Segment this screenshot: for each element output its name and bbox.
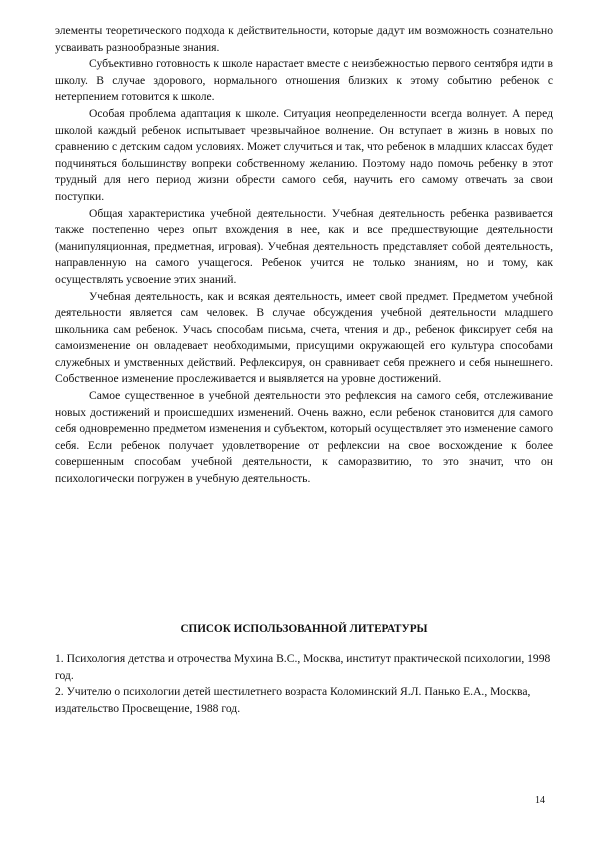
reference-item: 1. Психология детства и отрочества Мухина В.С., Москва, институт практической психологии, 1998 год. [55,652,551,682]
paragraph-2: Субъективно готовность к школе нарастает вместе с неизбежностью первого сентября идти в школу. В случае здорового, нормального отношения близких к этому событию ребенок с нетерпением готовится к школе. [55,57,553,104]
references-title: СПИСОК ИСПОЛЬЗОВАННОЙ ЛИТЕРАТУРЫ [180,623,428,635]
paragraph-4: Общая характеристика учебной деятельности. Учебная деятельность ребенка развивается также постепенно через опыт вхождения в нее, как и все предшествующие деятельности (манипуляционная, предметная, игровая). Учебная деятельность представляет собой деятельность, направленную на самого учащегося. Ребенок учится не только знаниям, но и тому, как осуществлять усвоение этих знаний. [55,206,553,286]
page-number: 14 [535,795,545,806]
paragraph-1: элементы теоретического подхода к действительности, которые дадут им возможность сознательно усваивать разнообразные знания. [55,24,553,54]
reference-item: 2. Учителю о психологии детей шестилетнего возраста Коломинский Я.Л. Панько Е.А., Москва, издательство Просвещение, 1988 год. [55,685,531,715]
body-text [55,23,553,488]
paragraph-5: Учебная деятельность, как и всякая деятельность, имеет свой предмет. Предметом учебной деятельности является сам человек. В случае обсуждения учебной деятельности младшего школьника сам ребенок. Учась способам письма, счета, чтения и др., ребенок фиксирует себя на самоизменение он овладевает необходимыми, присущими окружающей его культура способами служебных и умственных действий. Рефлексируя, он сравнивает себя прежнего и себя нынешнего. Собственное изменение прослеживается и выявляется на уровне достижений. [55,289,553,386]
paragraph-3: Особая проблема адаптация к школе. Ситуация неопределенности всегда волнует. А перед школой каждый ребенок испытывает чрезвычайное волнение. Он вступает в жизнь в новых по сравнению с детским садом условиях. Может случиться и так, что ребенок в младших классах будет подчиняться большинству вопреки собственному желанию. Поэтому надо помочь ребенку в этот трудный для него период жизни обрести самого себя, научить его самому отвечать за свои поступки. [55,106,553,203]
paragraph-6: Самое существенное в учебной деятельности это рефлексия на самого себя, отслеживание новых достижений и происшедших изменений. Очень важно, если ребенок становится для самого себя одновременно предметом изменения и субъектом, который осуществляет это изменение самого себя. Если ребенок получает удовлетворение от рефлексии на свое восхождение к более совершенным способам учебной деятельности, к саморазвитию, то это значит, что он психологически погружен в учебную деятельность. [55,389,553,486]
references-list [55,651,553,717]
